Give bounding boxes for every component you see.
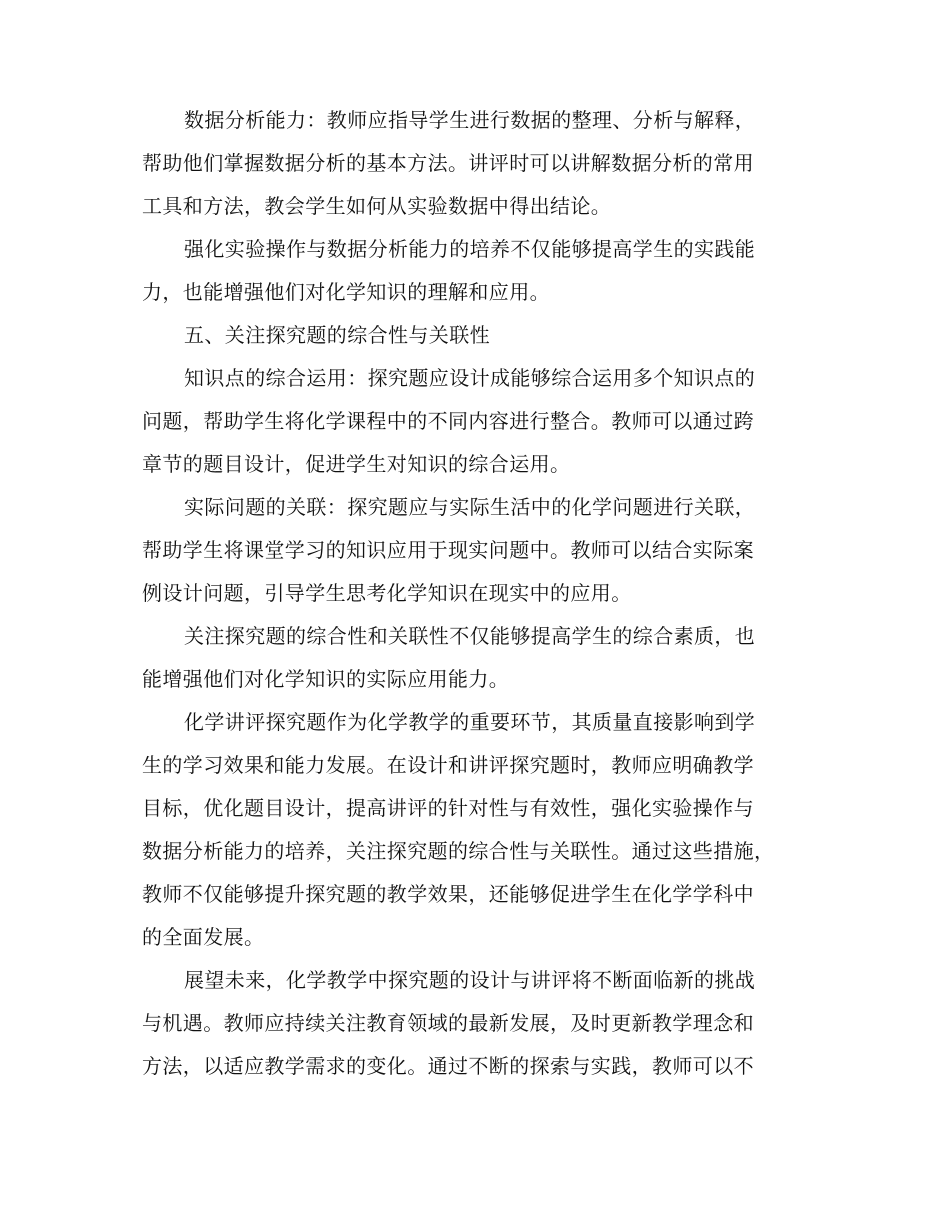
text-line: 的全面发展。	[142, 925, 265, 949]
text-line: 力，也能增强他们对化学知识的理解和应用。	[142, 280, 550, 304]
text-line: 知识点的综合运用：探究题应设计成能够综合运用多个知识点的	[184, 366, 756, 390]
text-line: 生的学习效果和能力发展。在设计和讲评探究题时，教师应明确教学	[142, 753, 754, 777]
text-line: 展望未来，化学教学中探究题的设计与讲评将不断面临新的挑战	[184, 968, 756, 992]
section-heading: 五、关注探究题的综合性与关联性	[184, 323, 490, 347]
text-line: 化学讲评探究题作为化学教学的重要环节，其质量直接影响到学	[184, 710, 756, 734]
text-line: 关注探究题的综合性和关联性不仅能够提高学生的综合素质，也	[184, 624, 756, 648]
text-line: 工具和方法，教会学生如何从实验数据中得出结论。	[142, 194, 612, 218]
text-line: 能增强他们对化学知识的实际应用能力。	[142, 667, 510, 691]
text-line: 章节的题目设计，促进学生对知识的综合运用。	[142, 452, 571, 476]
text-line: 教师不仅能够提升探究题的教学效果，还能够促进学生在化学学科中	[142, 882, 754, 906]
text-line: 例设计问题，引导学生思考化学知识在现实中的应用。	[142, 581, 632, 605]
text-line: 强化实验操作与数据分析能力的培养不仅能够提高学生的实践能	[184, 237, 756, 261]
text-line: 帮助学生将课堂学习的知识应用于现实问题中。教师可以结合实际案	[142, 538, 754, 562]
text-line: 数据分析能力：教师应指导学生进行数据的整理、分析与解释，	[184, 108, 756, 132]
text-line: 问题，帮助学生将化学课程中的不同内容进行整合。教师可以通过跨	[142, 409, 754, 433]
text-line: 方法，以适应教学需求的变化。通过不断的探索与实践，教师可以不	[142, 1054, 754, 1078]
text-line: 与机遇。教师应持续关注教育领域的最新发展，及时更新教学理念和	[142, 1011, 754, 1035]
text-line: 数据分析能力的培养，关注探究题的综合性与关联性。通过这些措施，	[142, 839, 775, 863]
text-line: 实际问题的关联：探究题应与实际生活中的化学问题进行关联，	[184, 495, 756, 519]
text-line: 帮助他们掌握数据分析的基本方法。讲评时可以讲解数据分析的常用	[142, 151, 754, 175]
text-line: 目标，优化题目设计，提高讲评的针对性与有效性，强化实验操作与	[142, 796, 754, 820]
